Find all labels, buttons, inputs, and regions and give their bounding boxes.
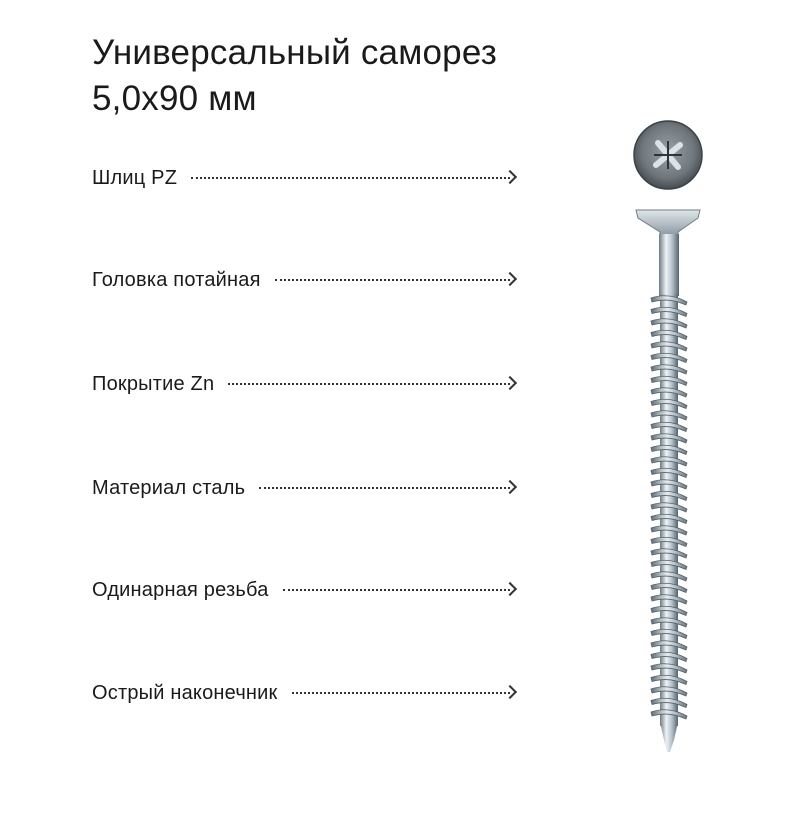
feature-thread bbox=[92, 578, 516, 602]
dotted-arrow-icon bbox=[292, 681, 517, 705]
feature-material bbox=[92, 476, 516, 500]
dotted-arrow-icon bbox=[191, 166, 516, 190]
feature-label-material: Материал сталь bbox=[92, 476, 246, 499]
feature-label-slot: Шлиц PZ bbox=[92, 166, 178, 189]
feature-label-head: Головка потайная bbox=[92, 268, 261, 291]
dotted-arrow-icon bbox=[275, 268, 516, 292]
product-title-line-2: 5,0х90 мм bbox=[92, 79, 257, 118]
feature-tip bbox=[92, 681, 516, 705]
screw-image bbox=[620, 110, 720, 760]
dotted-arrow-icon bbox=[259, 476, 516, 500]
dotted-arrow-icon bbox=[283, 578, 516, 602]
product-title bbox=[92, 30, 497, 122]
feature-coating bbox=[92, 372, 516, 396]
feature-head bbox=[92, 268, 516, 292]
product-title-line-1: Универсальный саморез bbox=[92, 33, 497, 72]
feature-label-tip: Острый наконечник bbox=[92, 681, 278, 704]
dotted-arrow-icon bbox=[228, 372, 516, 396]
feature-label-thread: Одинарная резьба bbox=[92, 578, 269, 601]
feature-label-coating: Покрытие Zn bbox=[92, 372, 215, 395]
feature-slot bbox=[92, 166, 516, 190]
screw-head-top-view bbox=[634, 121, 702, 189]
